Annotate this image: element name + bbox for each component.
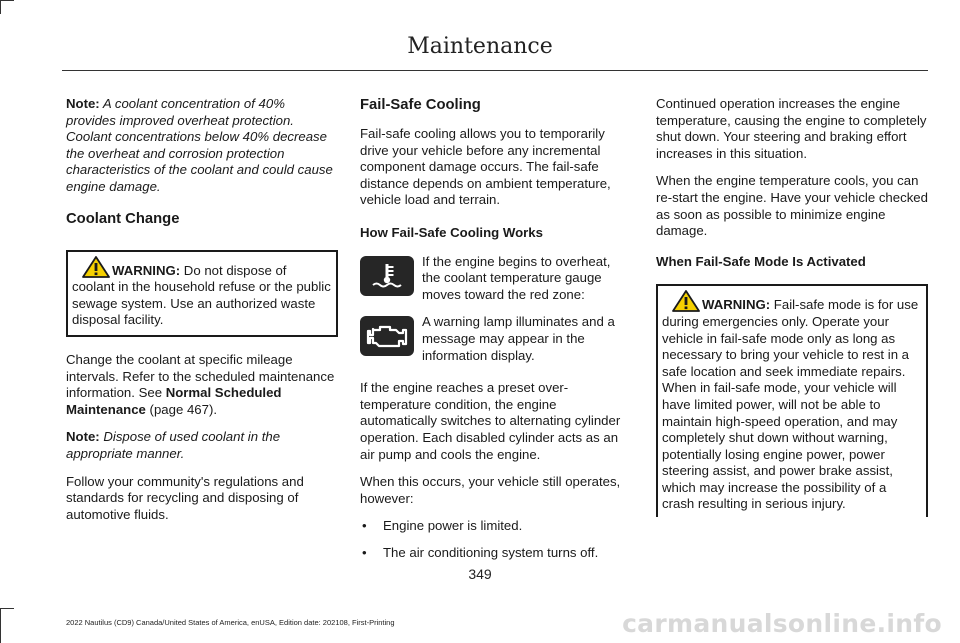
warning-box — [66, 250, 338, 337]
icon-description: A warning lamp illuminates and a message may appear in the information display. — [422, 314, 615, 363]
column-left — [66, 96, 338, 534]
crop-mark — [0, 608, 14, 609]
crop-mark — [0, 0, 14, 1]
coolant-change-paragraph — [66, 352, 338, 418]
page-title: Maintenance — [407, 34, 553, 59]
warning-label: WARNING: — [112, 262, 181, 278]
paragraph-text: Change the coolant at specific mileage intervals. Refer to the scheduled maintenance information. See — [66, 351, 335, 401]
icon-row-coolant — [360, 254, 632, 304]
coolant-temperature-icon — [360, 256, 414, 296]
warning-label: WARNING: — [702, 297, 771, 313]
page-number: 349 — [468, 566, 492, 582]
regulations-paragraph: Follow your community's regulations and standards for recycling and disposing of automotive fluids. — [66, 473, 304, 522]
note-coolant-concentration — [66, 96, 338, 196]
icon-description: If the engine begins to overheat, the coolant temperature gauge moves toward the red zone: — [422, 253, 611, 302]
over-temperature-paragraph: If the engine reaches a preset over-temperature condition, the engine automatically switches to alternating cylinder operation. Each disabled cylinder acts as an air pump and cools the engine. — [360, 380, 621, 462]
warning-triangle-icon — [672, 290, 700, 312]
column-right — [656, 96, 928, 532]
header-divider — [62, 70, 928, 71]
continued-operation-paragraph: Continued operation increases the engine temperature, causing the engine to completely shut down. Your steering and braking effort increases in this situation. — [656, 96, 927, 161]
list-item — [360, 545, 632, 562]
note-label: Note: — [66, 429, 100, 445]
list-item — [360, 518, 632, 535]
warning-box — [656, 284, 928, 517]
icon-row-engine — [360, 314, 632, 364]
subheading-how-it-works: How Fail-Safe Cooling Works — [360, 224, 543, 240]
cross-reference-link[interactable]: Normal Scheduled Maintenance — [66, 385, 282, 417]
list-item-text: Engine power is limited. — [383, 518, 523, 534]
section-title-coolant-change: Coolant Change — [66, 210, 180, 227]
warning-triangle-icon — [82, 256, 110, 278]
engine-cools-paragraph: When the engine temperature cools, you can re-start the engine. Have your vehicle checked as soon as possible to minimize engine damage. — [656, 173, 928, 239]
warning-text: Do not dispose of coolant in the household refuse or the public sewage system. Use an authorized waste disposal facility. — [72, 262, 331, 328]
note-text: Dispose of used coolant in the appropriate manner. — [66, 429, 281, 461]
column-middle — [360, 96, 632, 571]
page-reference: (page 467). — [145, 401, 218, 417]
note-label: Note: — [66, 96, 100, 111]
warning-text: Fail-safe mode is for use during emergencies only. Operate your vehicle in fail-safe mode only as long as necessary to bring your vehicle to rest in a safe location and seek immediate repairs. When in fail-safe mode, your vehicle will have limited power, will not be able to maintain high-speed operation, and may completely shut down without warning, potentially losing engine power, power steering assist, and power brake assist, which may increase the possibility of a crash resulting in serious injury. — [662, 297, 919, 512]
list-item-text: The air conditioning system turns off. — [383, 544, 599, 560]
vehicle-operates-paragraph: When this occurs, your vehicle still operates, however: — [360, 474, 621, 506]
note-dispose-coolant — [66, 429, 338, 462]
crop-mark — [0, 0, 1, 14]
bullet-marker: • — [362, 544, 367, 560]
subheading-fail-safe-activated: When Fail-Safe Mode Is Activated — [656, 253, 866, 269]
bullet-marker: • — [362, 518, 367, 534]
check-engine-icon — [360, 316, 414, 356]
watermark: carmanualsonline.info — [622, 609, 942, 638]
edition-info: 2022 Nautilus (CD9) Canada/United States of America, enUSA, Edition date: 202108, First-Printing — [66, 618, 395, 627]
limitations-list — [360, 518, 632, 561]
note-text: A coolant concentration of 40% provides improved overheat protection. Coolant concentrations below 40% decrease the overheat and corrosion protection characteristics of the coolant and could cause engine damage. — [66, 96, 333, 194]
section-title-fail-safe-cooling: Fail-Safe Cooling — [360, 97, 481, 113]
crop-mark — [0, 608, 1, 643]
fail-safe-intro-paragraph: Fail-safe cooling allows you to temporarily drive your vehicle before any incremental component damage occurs. The fail-safe distance depends on ambient temperature, vehicle load and terrain. — [360, 126, 611, 208]
